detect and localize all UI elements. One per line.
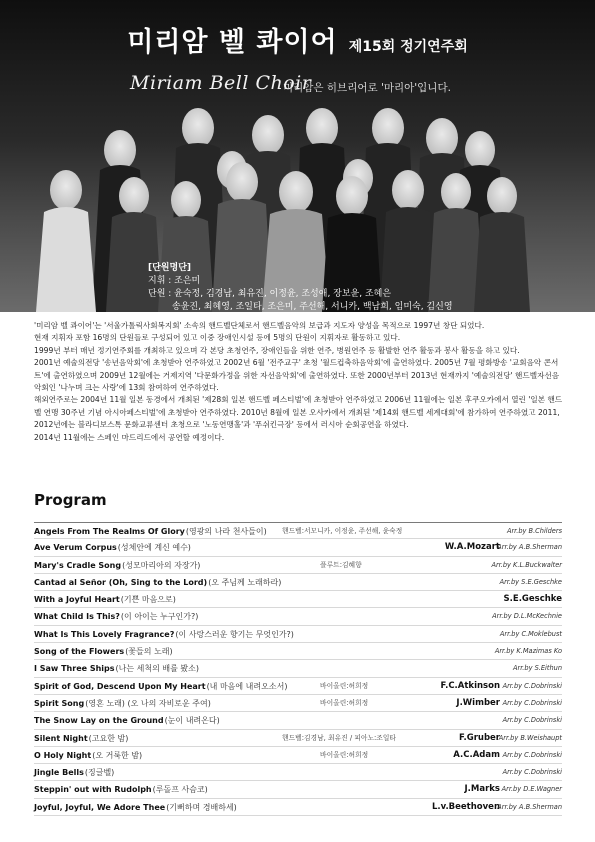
piece-title: Spirit of God, Descend Upon My Heart xyxy=(34,681,206,691)
piece-korean-title: (이 아이는 누구인가?) xyxy=(120,612,199,622)
piece-arranger: Arr.by K.Mazimas Ko xyxy=(494,647,562,656)
piece-title: Jingle Bells xyxy=(34,768,84,778)
piece-arranger: Arr.by A.B.Sherman xyxy=(497,802,562,811)
program-list xyxy=(34,522,562,816)
piece-title: What Is This Lovely Fragrance? xyxy=(34,629,175,639)
choir-name-korean: 미리암 벨 콰이어 xyxy=(127,27,338,58)
intro-paragraph: 2001년 예술의전당 '송년음악회'에 초청받아 연주하였고 2002년 6월 '전주교구' 초청 '월드컵축하음악회'에 출연하였다. 2005년 7월 평화방송 '교회음악 콘서트'에 출연하였으며 2009년 12월에는 거제지역 '다문화가정을 위한 자선음악회'에 출연하였다. 또한 2000년부터 2013년 현재까지 '예술의전당' 핸드벨자선음악회인 '나누며 크는 사랑'에 13회 참여하여 연주하였다. xyxy=(34,358,560,393)
member-roster xyxy=(148,262,453,312)
piece-korean-title: (영광의 나라 천사들이) xyxy=(185,527,267,536)
program-item xyxy=(34,522,562,539)
piece-korean-title: (나는 세척의 배를 봤소) xyxy=(115,664,199,674)
choir-name-script: Miriam Bell Choir xyxy=(130,72,312,94)
piece-title: The Snow Lay on the Ground xyxy=(34,716,164,726)
piece-composer: J.Wimber xyxy=(456,697,500,708)
program-item xyxy=(34,730,562,747)
program-heading: Program xyxy=(34,491,107,509)
program-item xyxy=(34,626,562,643)
piece-korean-title: (이 사랑스러운 향기는 무엇인가?) xyxy=(175,629,294,639)
piece-title: Joyful, Joyful, We Adore Thee xyxy=(34,802,166,812)
program-item xyxy=(34,660,562,677)
piece-title: What Child Is This? xyxy=(34,612,120,622)
piece-title: Angels From The Realms Of Glory xyxy=(34,527,185,536)
program-item xyxy=(34,695,562,712)
piece-composer: F.C.Atkinson xyxy=(440,680,500,691)
choir-introduction xyxy=(34,320,564,444)
concert-edition: 제15회 정기연주회 xyxy=(348,39,468,55)
piece-korean-title: (영혼 노래) (오 나의 자비로운 주여) xyxy=(85,698,211,708)
roster-members-line-2: 송윤진, 최혜영, 조일타, 조은미, 주선해, 서니카, 백남희, 임미숙, 김신영 xyxy=(172,302,453,312)
program-item xyxy=(34,539,562,556)
piece-arranger: Arr.by K.L.Buckwalter xyxy=(491,560,562,569)
piece-korean-title: (성체안에 계신 예수) xyxy=(117,543,191,553)
piece-composer: A.C.Adam xyxy=(453,749,500,760)
piece-arranger: Arr.by C.Dobrinski xyxy=(502,698,562,707)
choir-photo-banner xyxy=(0,0,595,312)
intro-paragraph: 2014년 11월에는 스페인 마드리드에서 공연할 예정이다. xyxy=(34,432,225,442)
piece-korean-title: (성모마리아의 자장가) xyxy=(122,560,201,570)
concert-title xyxy=(0,20,595,59)
program-item xyxy=(34,764,562,781)
intro-paragraph: 현재 지휘자 포함 16명의 단원들로 구성되어 있고 이중 장애인시설 등에 5명의 단원이 지휘자로 활동하고 있다. xyxy=(34,333,401,343)
piece-korean-title: (오 주님께 노래하라) xyxy=(208,577,282,587)
program-item xyxy=(34,747,562,764)
piece-korean-title: (꽃들의 노래) xyxy=(125,647,173,657)
program-item xyxy=(34,781,562,798)
piece-performers: 바이올린:허희정 xyxy=(320,698,369,707)
roster-conductor: 지휘 : 조은미 xyxy=(148,276,201,286)
piece-korean-title: (루돌프 사슴코) xyxy=(152,785,208,795)
piece-arranger: Arr.by S.E.Geschke xyxy=(499,577,562,586)
program-item xyxy=(34,712,562,729)
piece-arranger: Arr.by C.Moklebust xyxy=(499,629,562,638)
piece-title: With a Joyful Heart xyxy=(34,595,120,605)
piece-arranger: Arr.by D.E.Wagner xyxy=(501,785,562,794)
piece-korean-title: (오 거룩한 밤) xyxy=(92,750,143,760)
piece-korean-title: (기쁜 마음으로) xyxy=(120,595,176,605)
program-item xyxy=(34,678,562,695)
piece-arranger: Arr.by B.Weishaupt xyxy=(498,733,562,742)
piece-arranger: Arr.by D.L.McKechnie xyxy=(492,612,562,621)
piece-performers: 핸드벨:서모니카, 이정윤, 주선해, 윤숙정 xyxy=(282,527,403,535)
intro-paragraph: 1999년 부터 매년 정기연주회를 개최하고 있으며 각 본당 초청연주, 장애인들을 위한 연주, 병원연주 등 활발한 연주 활동과 봉사 활동을 하고 있다. xyxy=(34,345,520,355)
piece-arranger: Arr.by C.Dobrinski xyxy=(502,681,562,690)
piece-korean-title: (눈이 내려온다) xyxy=(164,716,220,726)
piece-korean-title: (기뻐하며 경배하세) xyxy=(166,802,237,812)
intro-paragraph: 해외연주로는 2004년 11월 일본 동경에서 개최된 '제28회 일본 핸드벨 페스티벌'에 초청받아 연주하였고 2006년 11월에는 일본 후쿠오카에서 열린 '일본 핸드벨 연맹 30주년 기념 아시아페스티벌'에 초청받아 연주하였다. 2010년 8월에 일본 오사카에서 개최된 '제14회 핸드벨 세계대회'에 참가하여 연주하였고 2011, 2012년에는 블라디보스톡 문화교류센터 초청으로 '노동연맹홀'과 '푸쉬킨극장' 등에서 러시아 순회공연을 하였다. xyxy=(34,395,563,430)
piece-title: O Holy Night xyxy=(34,750,92,760)
piece-korean-title: (징글벨) xyxy=(84,768,115,778)
intro-paragraph: '미리암 벨 콰이어'는 '서울가톨릭사회복지회' 소속의 핸드벨단체로서 핸드벨음악의 보급과 지도자 양성을 목적으로 1997년 창단 되었다. xyxy=(34,321,485,330)
piece-composer: F.Gruber xyxy=(458,732,500,743)
piece-performers: 플루트:김혜향 xyxy=(320,560,362,569)
piece-title: I Saw Three Ships xyxy=(34,664,115,674)
piece-arranger: Arr.by C.Dobrinski xyxy=(502,768,562,777)
piece-korean-title: (고요한 밤) xyxy=(88,733,129,743)
piece-korean-title: (내 마음에 내려오소서) xyxy=(206,681,288,691)
piece-performers: 바이올린:허희정 xyxy=(320,681,369,690)
name-meaning-tagline: 미리암은 히브리어로 '마리아'입니다. xyxy=(283,82,451,94)
program-item xyxy=(34,591,562,608)
piece-arranger: Arr.by A.B.Sherman xyxy=(497,543,562,552)
program-item xyxy=(34,574,562,591)
piece-title: Spirit Song xyxy=(34,698,85,708)
program-item xyxy=(34,608,562,625)
piece-composer: W.A.Mozart xyxy=(444,542,500,553)
piece-title: Song of the Flowers xyxy=(34,647,125,657)
piece-title: Cantad al Señor (Oh, Sing to the Lord) xyxy=(34,577,208,587)
piece-composer: S.E.Geschke xyxy=(503,594,562,605)
piece-arranger: Arr.by C.Dobrinski xyxy=(502,750,562,759)
piece-title: Ave Verum Corpus xyxy=(34,543,117,553)
piece-title: Silent Night xyxy=(34,733,88,743)
program-item xyxy=(34,643,562,660)
program-item xyxy=(34,799,562,816)
piece-arranger: Arr.by S.Eithun xyxy=(512,664,562,673)
roster-heading: [단원명단] xyxy=(148,263,192,273)
piece-arranger: Arr.by B.Childers xyxy=(506,527,562,535)
piece-composer: J.Marks xyxy=(464,784,500,795)
roster-members-line-1: 단원 : 윤숙정, 김경남, 최유진, 이정윤, 조성애, 장보윤, 조혜은 xyxy=(148,289,392,299)
piece-arranger: Arr.by C.Dobrinski xyxy=(502,716,562,725)
piece-title: Mary's Cradle Song xyxy=(34,560,122,570)
piece-title: Steppin' out with Rudolph xyxy=(34,785,152,795)
piece-performers: 핸드벨:김경남, 최유진 / 피아노:조일타 xyxy=(282,733,396,742)
program-item xyxy=(34,557,562,574)
piece-composer: L.v.Beethoven xyxy=(431,801,500,812)
piece-performers: 바이올린:허희정 xyxy=(320,750,369,759)
